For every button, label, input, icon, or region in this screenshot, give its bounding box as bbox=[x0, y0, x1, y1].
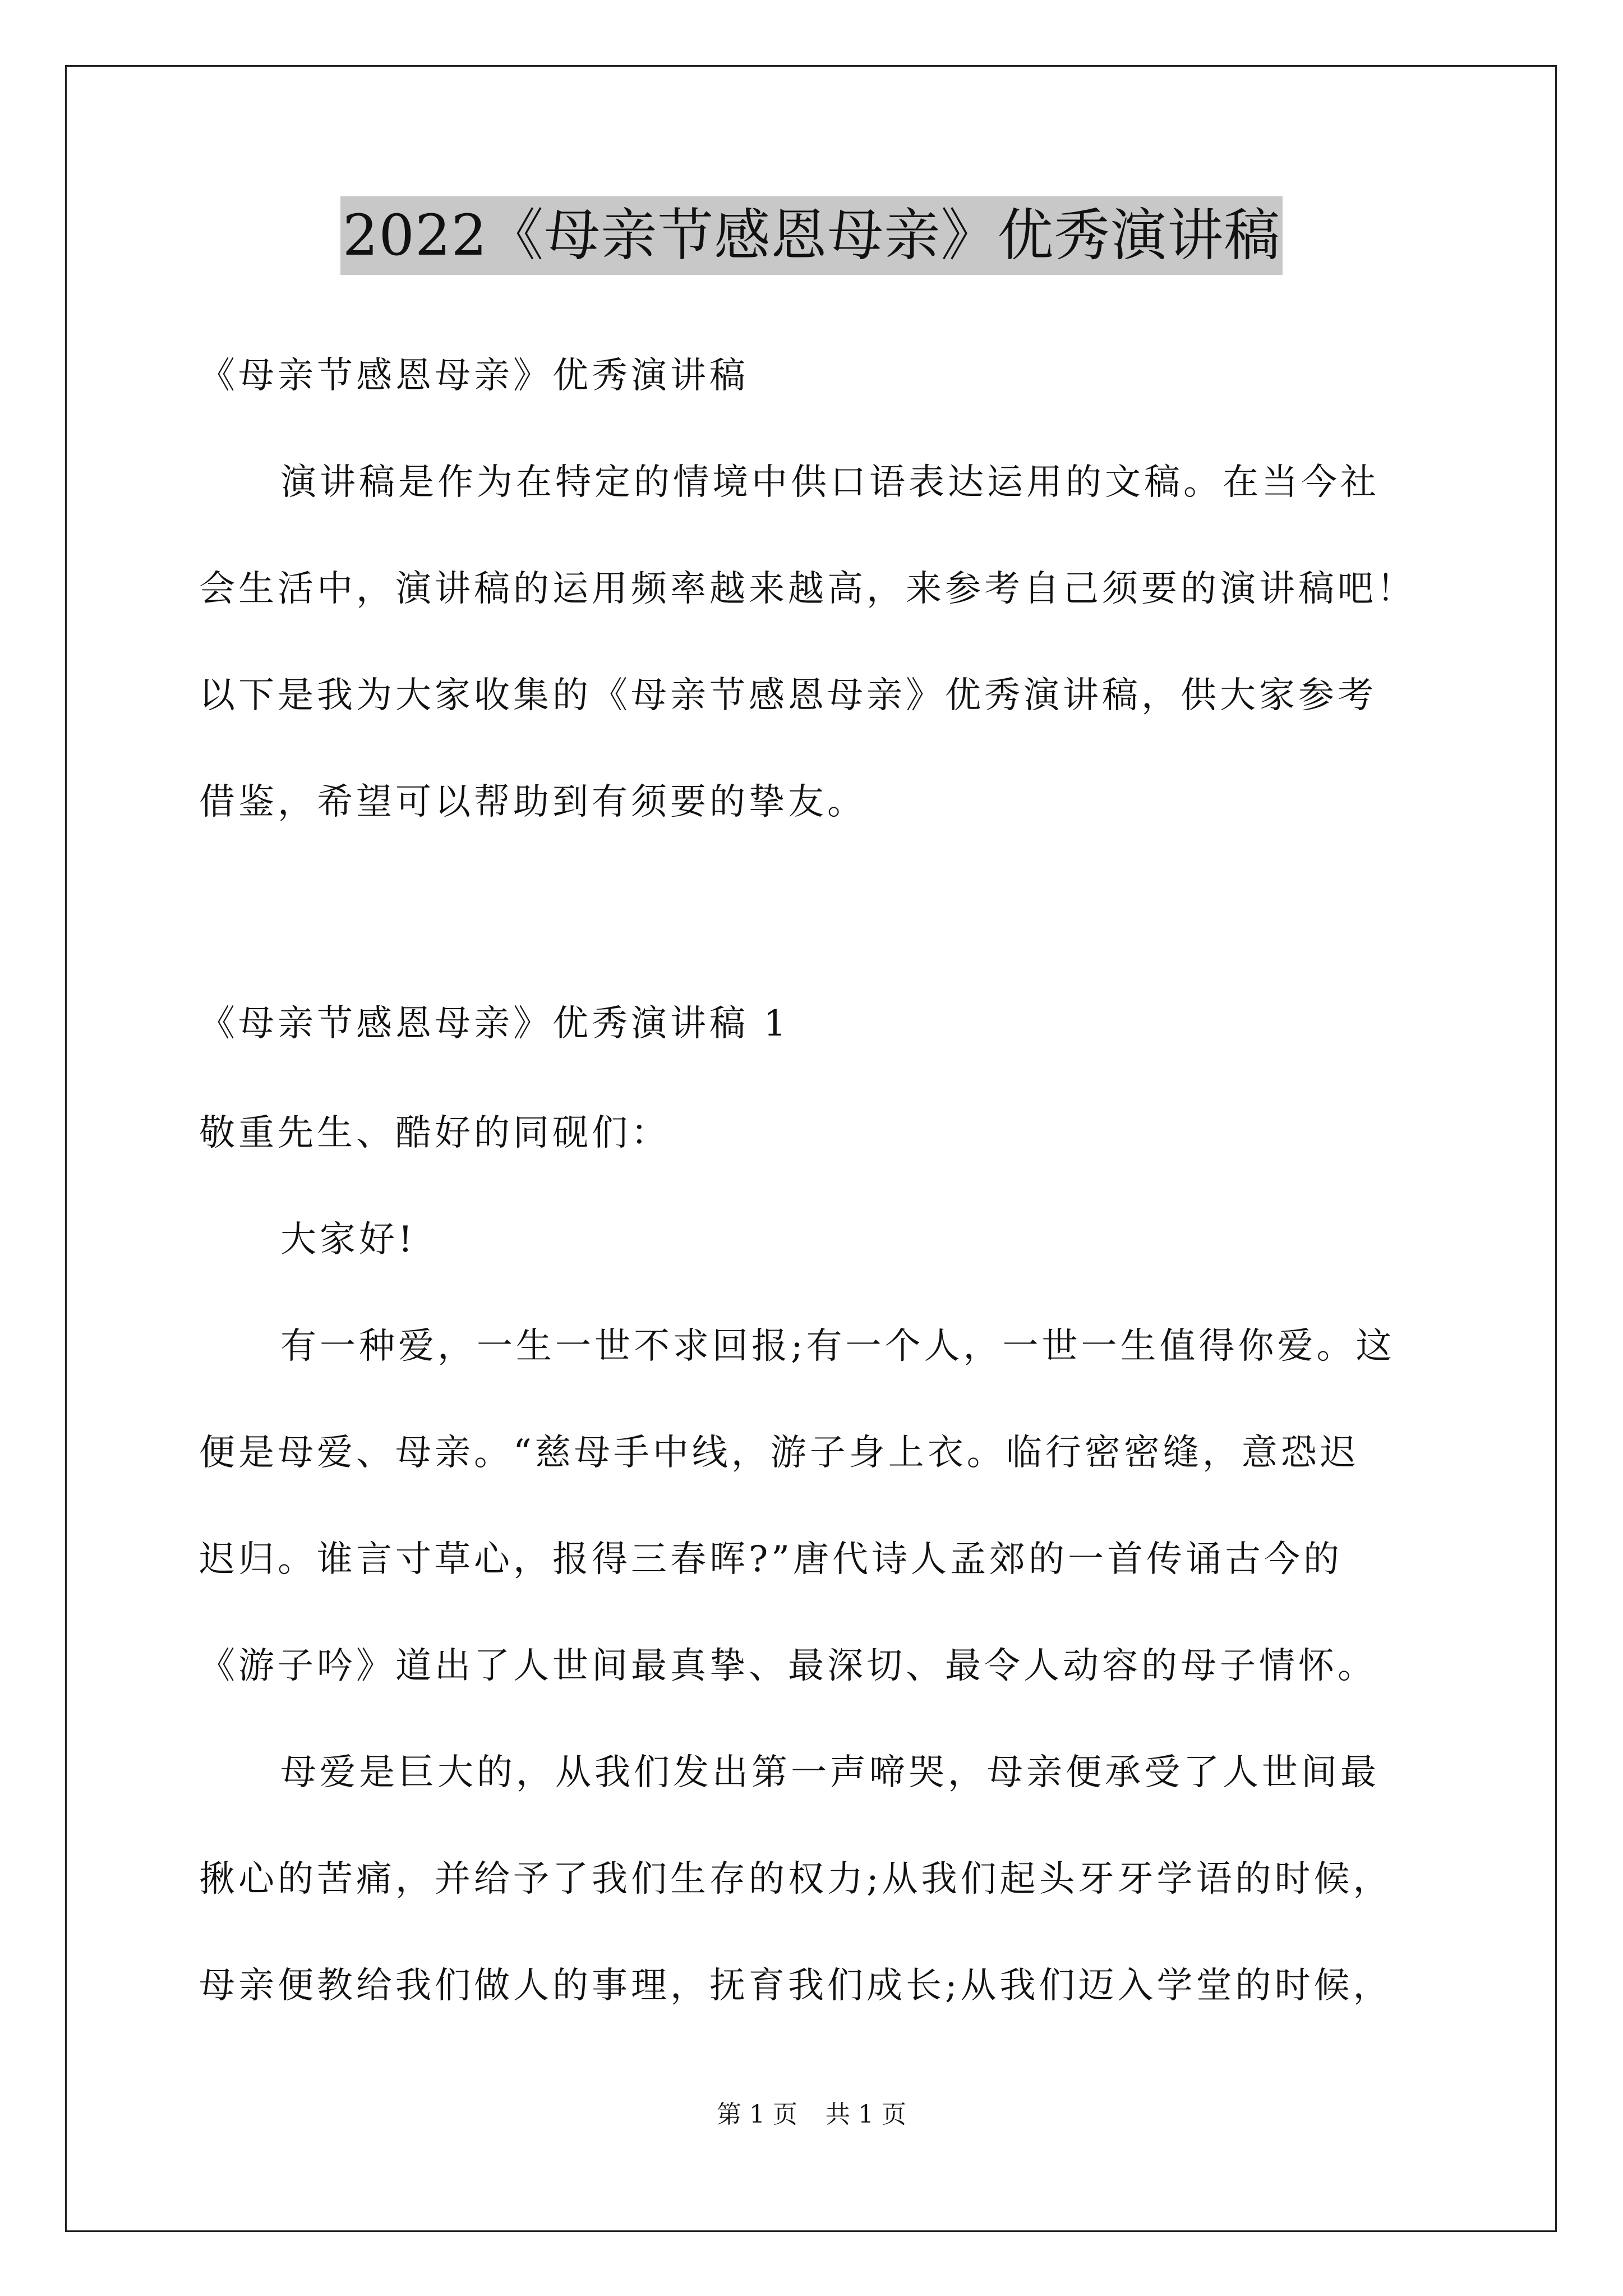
page-footer bbox=[0, 2098, 1623, 2132]
paragraph1-line-4: 《游子吟》道出了人世间最真挚、最深切、最令人动容的母子情怀。 bbox=[199, 1645, 1377, 1687]
document-subtitle: 《母亲节感恩母亲》优秀演讲稿 bbox=[199, 355, 749, 397]
salutation: 敬重先生、酷好的同砚们： bbox=[199, 1112, 670, 1154]
intro-line-4: 借鉴，希望可以帮助到有须要的挚友。 bbox=[199, 781, 866, 823]
paragraph2-line-2: 揪心的苦痛，并给予了我们生存的权力;从我们起头牙牙学语的时候， bbox=[199, 1858, 1393, 1900]
paragraph1-line-1: 有一种爱，一生一世不求回报;有一个人，一世一生值得你爱。这 bbox=[280, 1326, 1395, 1367]
intro-line-3: 以下是我为大家收集的《母亲节感恩母亲》优秀演讲稿，供大家参考 bbox=[199, 675, 1377, 716]
paragraph2-line-1: 母爱是巨大的，从我们发出第一声啼哭，母亲便承受了人世间最 bbox=[280, 1752, 1380, 1793]
paragraph1-line-3: 迟归。谁言寸草心，报得三春晖?”唐代诗人孟郊的一首传诵古今的 bbox=[199, 1539, 1343, 1580]
document-title: 2022《母亲节感恩母亲》优秀演讲稿 bbox=[340, 196, 1283, 275]
paragraph2-line-3: 母亲便教给我们做人的事理，抚育我们成长;从我们迈入学堂的时候， bbox=[199, 1965, 1393, 2007]
page-number: 第 1 页 bbox=[717, 2100, 797, 2129]
section-heading: 《母亲节感恩母亲》优秀演讲稿 1 bbox=[199, 1003, 790, 1045]
greeting: 大家好! bbox=[280, 1219, 416, 1260]
intro-line-1: 演讲稿是作为在特定的情境中供口语表达运用的文稿。在当今社 bbox=[280, 462, 1380, 503]
title-container bbox=[0, 196, 1623, 275]
paragraph1-line-2: 便是母爱、母亲。“慈母手中线，游子身上衣。临行密密缝，意恐迟 bbox=[199, 1432, 1359, 1474]
page-total: 共 1 页 bbox=[826, 2100, 906, 2129]
intro-line-2: 会生活中，演讲稿的运用频率越来越高，来参考自己须要的演讲稿吧！ bbox=[199, 568, 1416, 610]
